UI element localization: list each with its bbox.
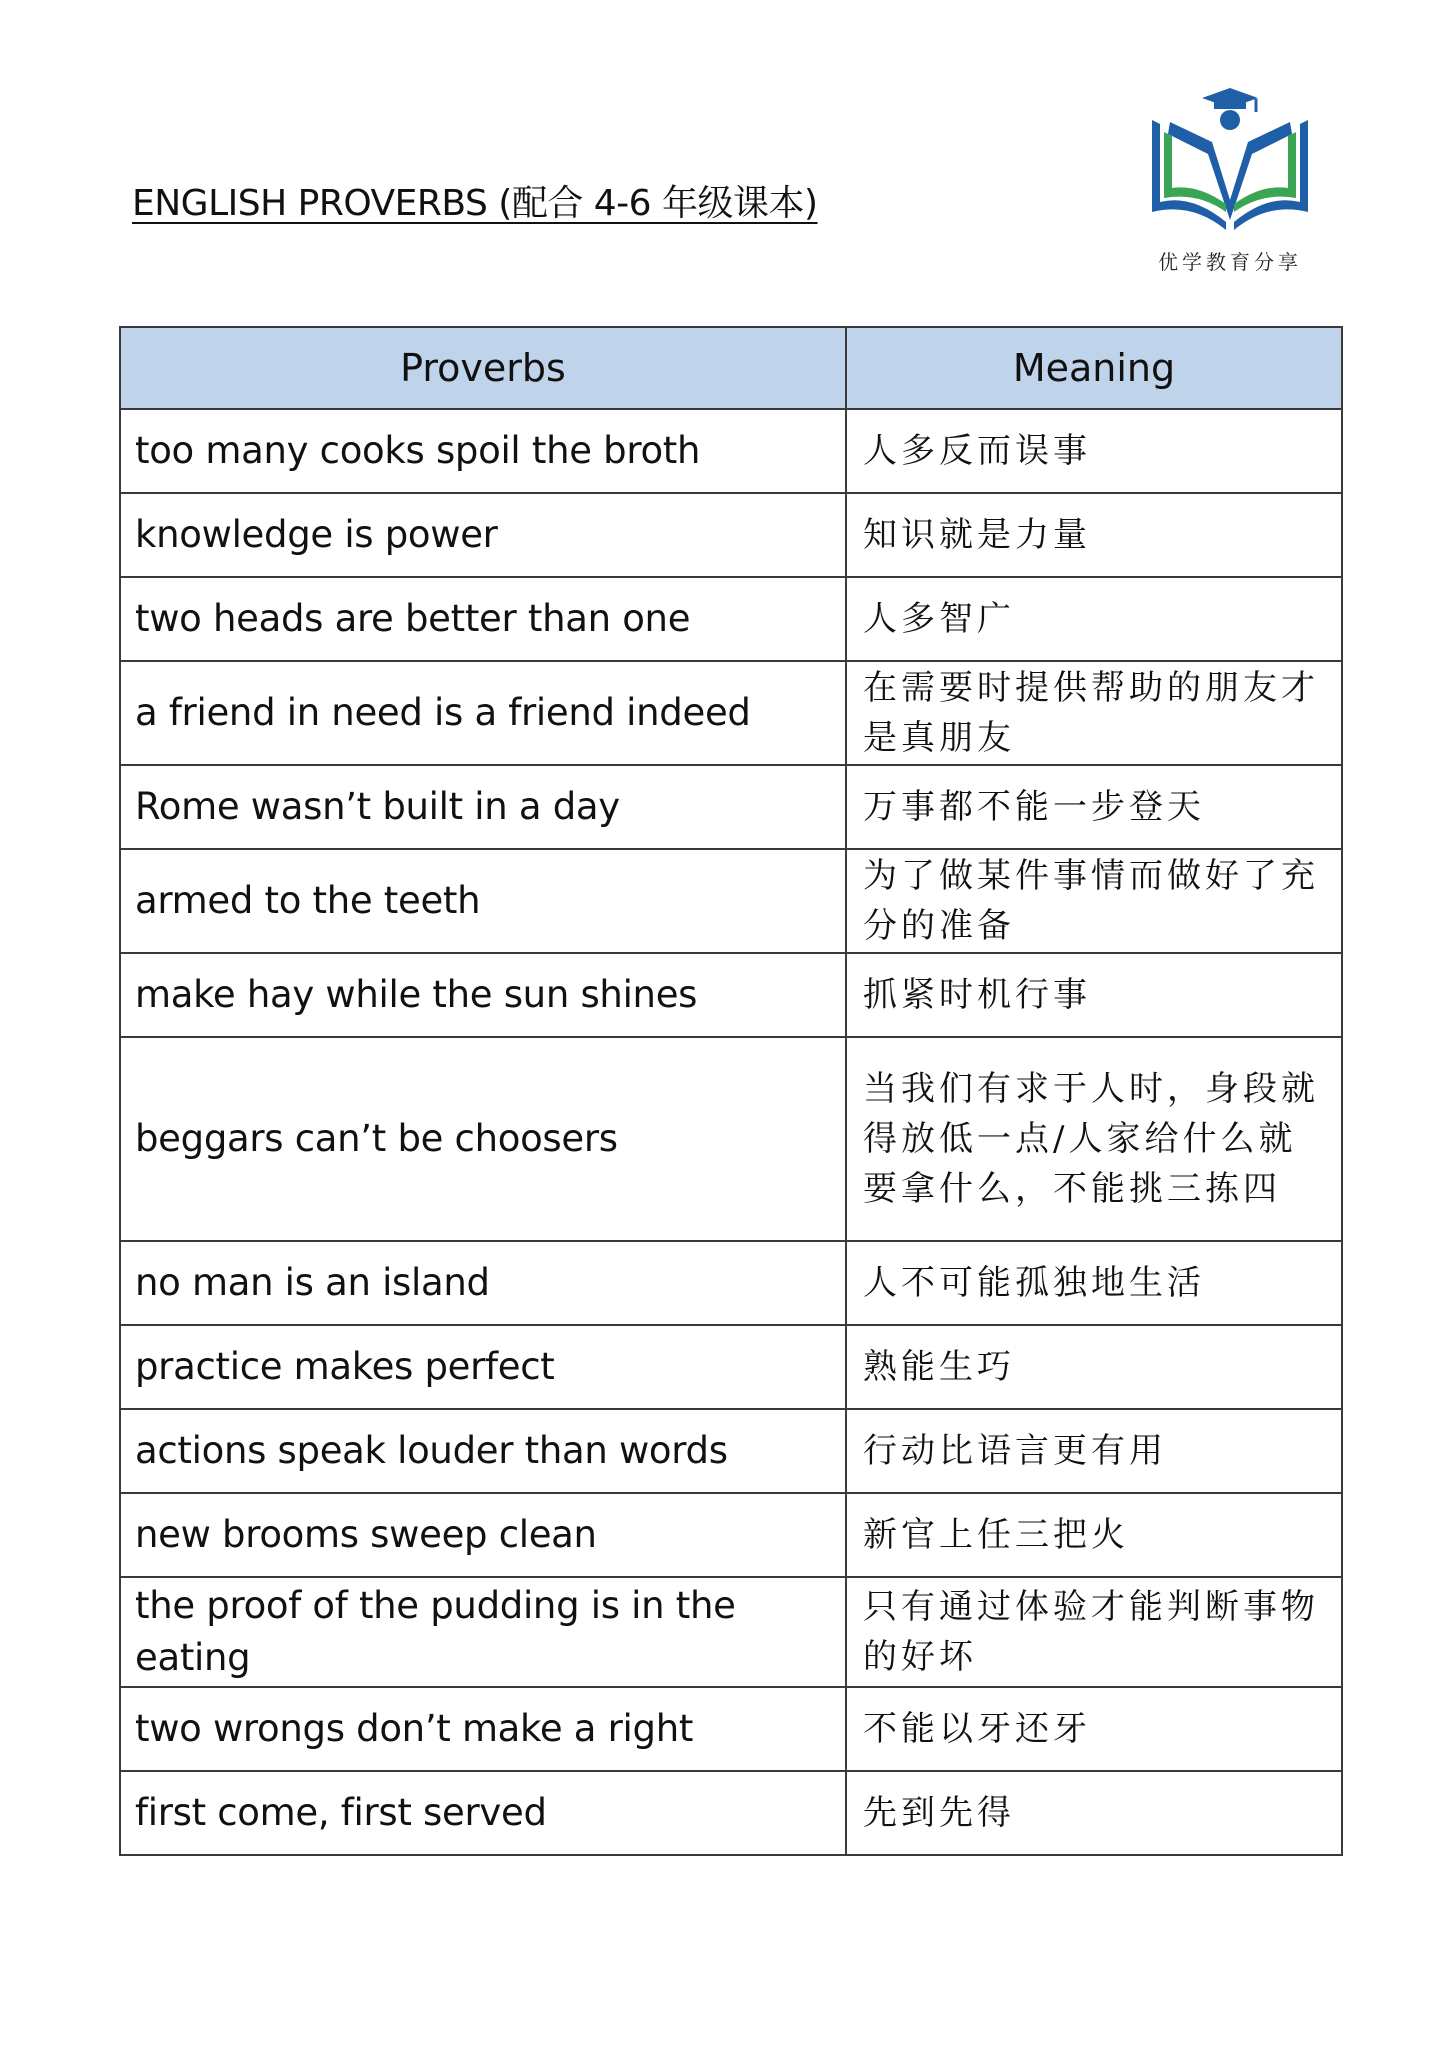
meaning-cell: 知识就是力量: [846, 493, 1342, 577]
proverb-cell: two heads are better than one: [120, 577, 846, 661]
proverb-cell: make hay while the sun shines: [120, 953, 846, 1037]
meaning-cell: 人多反而误事: [846, 409, 1342, 493]
meaning-cell: 在需要时提供帮助的朋友才是真朋友: [846, 661, 1342, 765]
table-row: [120, 577, 1342, 661]
table-row: [120, 409, 1342, 493]
proverb-cell: a friend in need is a friend indeed: [120, 661, 846, 765]
proverb-cell: the proof of the pudding is in the eating: [120, 1577, 846, 1687]
table-row: [120, 849, 1342, 953]
open-book-graduate-icon: [1142, 80, 1318, 240]
meaning-cell: 新官上任三把火: [846, 1493, 1342, 1577]
proverb-cell: Rome wasn’t built in a day: [120, 765, 846, 849]
column-header-meaning: Meaning: [846, 327, 1342, 409]
logo-text: 优学教育分享: [1158, 250, 1302, 274]
table-row: [120, 661, 1342, 765]
table-row: [120, 1241, 1342, 1325]
table-row: [120, 953, 1342, 1037]
proverb-cell: first come, first served: [120, 1771, 846, 1855]
table-row: [120, 1687, 1342, 1771]
table-row: [120, 493, 1342, 577]
proverb-cell: two wrongs don’t make a right: [120, 1687, 846, 1771]
table-header-row: [120, 327, 1342, 409]
meaning-cell: 不能以牙还牙: [846, 1687, 1342, 1771]
proverb-cell: armed to the teeth: [120, 849, 846, 953]
proverb-cell: new brooms sweep clean: [120, 1493, 846, 1577]
proverbs-table: [119, 326, 1343, 1856]
table-row: [120, 1325, 1342, 1409]
table-row: [120, 765, 1342, 849]
table-row: [120, 1409, 1342, 1493]
meaning-cell: 抓紧时机行事: [846, 953, 1342, 1037]
meaning-cell: 只有通过体验才能判断事物的好坏: [846, 1577, 1342, 1687]
table-row: [120, 1771, 1342, 1855]
table-row: [120, 1493, 1342, 1577]
table-row: [120, 1577, 1342, 1687]
meaning-cell: 为了做某件事情而做好了充分的准备: [846, 849, 1342, 953]
proverb-cell: practice makes perfect: [120, 1325, 846, 1409]
column-header-proverbs: Proverbs: [120, 327, 846, 409]
logo: [1120, 80, 1340, 280]
proverb-cell: no man is an island: [120, 1241, 846, 1325]
meaning-cell: 人多智广: [846, 577, 1342, 661]
meaning-cell: 万事都不能一步登天: [846, 765, 1342, 849]
meaning-cell: 人不可能孤独地生活: [846, 1241, 1342, 1325]
proverb-cell: too many cooks spoil the broth: [120, 409, 846, 493]
table-row: [120, 1037, 1342, 1241]
page-title: ENGLISH PROVERBS (配合 4-6 年级课本): [132, 183, 818, 224]
proverb-cell: knowledge is power: [120, 493, 846, 577]
proverb-cell: actions speak louder than words: [120, 1409, 846, 1493]
proverb-cell: beggars can’t be choosers: [120, 1037, 846, 1241]
meaning-cell: 熟能生巧: [846, 1325, 1342, 1409]
meaning-cell: 先到先得: [846, 1771, 1342, 1855]
meaning-cell: 当我们有求于人时，身段就得放低一点/人家给什么就要拿什么，不能挑三拣四: [846, 1037, 1342, 1241]
meaning-cell: 行动比语言更有用: [846, 1409, 1342, 1493]
